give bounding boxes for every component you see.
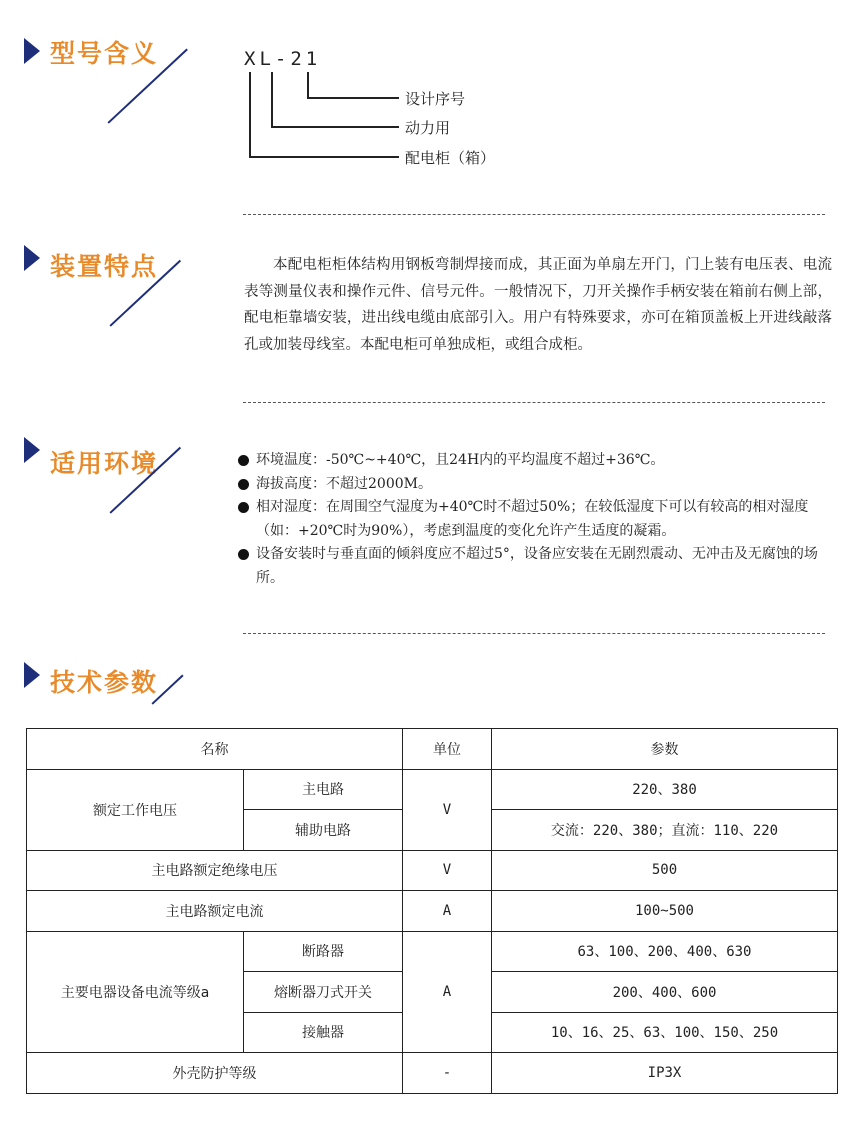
section-tech-params <box>0 657 200 727</box>
cell-value: 交流：220、380；直流：110、220 <box>492 810 838 851</box>
section-divider <box>243 633 825 634</box>
cell-unit: V <box>403 850 492 891</box>
cell-value: IP3X <box>492 1053 838 1094</box>
section-model-meaning <box>0 30 200 100</box>
cell-value: 500 <box>492 850 838 891</box>
bullet-dot-icon <box>238 455 249 466</box>
triangle-bullet-icon <box>24 437 40 463</box>
list-item: 环境温度：-50℃~+40℃，且24H内的平均温度不超过+36℃。 <box>237 449 833 473</box>
bracket-line <box>249 156 399 158</box>
cell-name: 额定工作电压 <box>27 769 244 850</box>
table-header-row <box>27 729 838 770</box>
section-title: 型号含义 <box>50 39 159 68</box>
cell-name: 外壳防护等级 <box>27 1053 403 1094</box>
cell-name: 主电路额定电流 <box>27 891 403 932</box>
bracket-line <box>249 72 251 157</box>
model-label-serial: 设计序号 <box>405 90 466 108</box>
table-row <box>27 769 838 810</box>
section-title: 技术参数 <box>50 668 159 697</box>
section-title: 装置特点 <box>50 252 159 281</box>
cell-subname: 接触器 <box>244 1012 403 1053</box>
list-item: 设备安装时与垂直面的倾斜度应不超过5°，设备应安装在无剧烈震动、无冲击及无腐蚀的场所。 <box>237 543 833 590</box>
bracket-line <box>271 72 273 127</box>
model-label-cabinet: 配电柜（箱） <box>405 149 496 167</box>
section-divider <box>243 402 825 403</box>
cell-name: 主要电器设备电流等级a <box>27 931 244 1053</box>
section-environment <box>0 428 200 498</box>
triangle-bullet-icon <box>24 662 40 688</box>
cell-subname: 熔断器刀式开关 <box>244 972 403 1013</box>
table-row <box>27 1053 838 1094</box>
header-unit: 单位 <box>403 729 492 770</box>
cell-subname: 断路器 <box>244 931 403 972</box>
table-row <box>27 891 838 932</box>
cell-value: 10、16、25、63、100、150、250 <box>492 1012 838 1053</box>
cell-unit: A <box>403 891 492 932</box>
section-divider <box>243 214 825 215</box>
section-features <box>0 237 200 307</box>
environment-list <box>237 449 833 590</box>
bullet-dot-icon <box>238 549 249 560</box>
section-title: 适用环境 <box>50 449 159 478</box>
header-value: 参数 <box>492 729 838 770</box>
bracket-line <box>307 97 399 99</box>
triangle-bullet-icon <box>24 38 40 64</box>
spec-table <box>26 728 838 1094</box>
cell-value: 63、100、200、400、630 <box>492 931 838 972</box>
list-item: 海拔高度：不超过2000M。 <box>237 473 833 497</box>
bullet-dot-icon <box>238 479 249 490</box>
cell-subname: 主电路 <box>244 769 403 810</box>
bracket-line <box>271 126 399 128</box>
table-row <box>27 931 838 972</box>
triangle-bullet-icon <box>24 245 40 271</box>
cell-value: 100~500 <box>492 891 838 932</box>
model-code: XL-21 <box>244 48 322 70</box>
cell-name: 主电路额定绝缘电压 <box>27 850 403 891</box>
bracket-line <box>307 72 309 98</box>
table-row <box>27 850 838 891</box>
cell-value: 200、400、600 <box>492 972 838 1013</box>
cell-unit: A <box>403 931 492 1053</box>
header-name: 名称 <box>27 729 403 770</box>
cell-value: 220、380 <box>492 769 838 810</box>
model-label-power: 动力用 <box>405 119 451 137</box>
cell-unit: V <box>403 769 492 850</box>
cell-unit: - <box>403 1053 492 1094</box>
bullet-dot-icon <box>238 502 249 513</box>
features-paragraph: 本配电柜柜体结构用钢板弯制焊接而成，其正面为单扇左开门，门上装有电压表、电流表等测量仪表和操作元件、信号元件。一般情况下，刀开关操作手柄安装在箱前右侧上部，配电柜靠墙安装，进出线电缆由底部引入。用户有特殊要求，亦可在箱顶盖板上开进线敲落孔或加装母线室。本配电柜可单独成柜，或组合成柜。 <box>244 257 832 353</box>
list-item: 相对湿度：在周围空气湿度为+40℃时不超过50%；在较低湿度下可以有较高的相对湿度（如：+20℃时为90%），考虑到温度的变化允许产生适度的凝霜。 <box>237 496 833 543</box>
cell-subname: 辅助电路 <box>244 810 403 851</box>
